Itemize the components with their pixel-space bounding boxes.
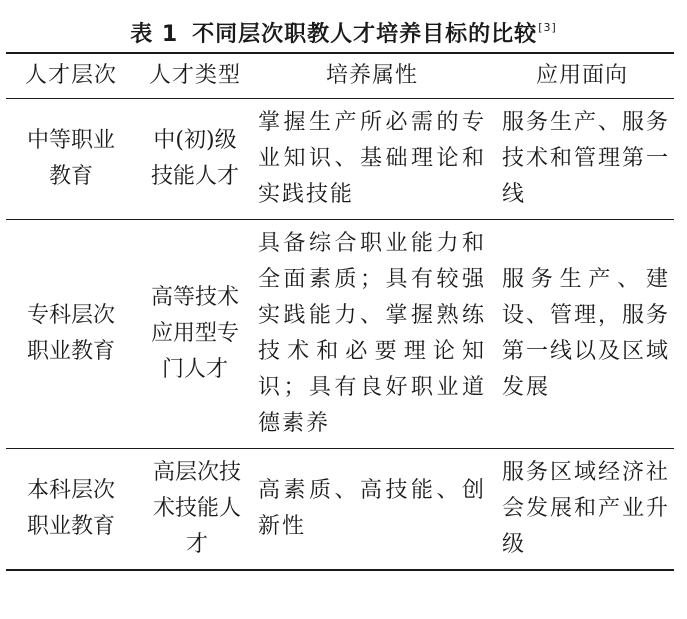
header-application-orientation: 应用面向 [490,53,674,99]
comparison-table [6,52,674,571]
header-talent-level: 人才层次 [6,53,136,99]
cell-level: 专科层次职业教育 [6,220,136,449]
header-training-attribute: 培养属性 [254,53,490,99]
table-row [6,220,674,449]
table-number: 表 1 [130,22,179,47]
cell-type: 高层次技术技能人才 [136,449,254,571]
cell-type: 高等技术应用型专门人才 [136,220,254,449]
cell-application: 服务区域经济社会发展和产业升级 [490,449,674,571]
table-row [6,99,674,220]
cell-attribute: 掌握生产所必需的专业知识、基础理论和实践技能 [254,99,490,220]
table-title: 不同层次职教人才培养目标的比较 [192,22,538,47]
cell-attribute: 高素质、高技能、创新性 [254,449,490,571]
cell-application: 服务生产、服务技术和管理第一线 [490,99,674,220]
cell-type: 中(初)级技能人才 [136,99,254,220]
cell-level: 本科层次职业教育 [6,449,136,571]
header-talent-type: 人才类型 [136,53,254,99]
citation-ref: [3] [538,21,557,34]
table-row [6,449,674,571]
cell-level: 中等职业教育 [6,99,136,220]
cell-application: 服务生产、建设、管理，服务第一线以及区域发展 [490,220,674,449]
table-caption [0,14,687,49]
cell-attribute: 具备综合职业能力和全面素质；具有较强实践能力、掌握熟练技术和必要理论知识；具有良好职业道德素养 [254,220,490,449]
table-header-row [6,53,674,99]
